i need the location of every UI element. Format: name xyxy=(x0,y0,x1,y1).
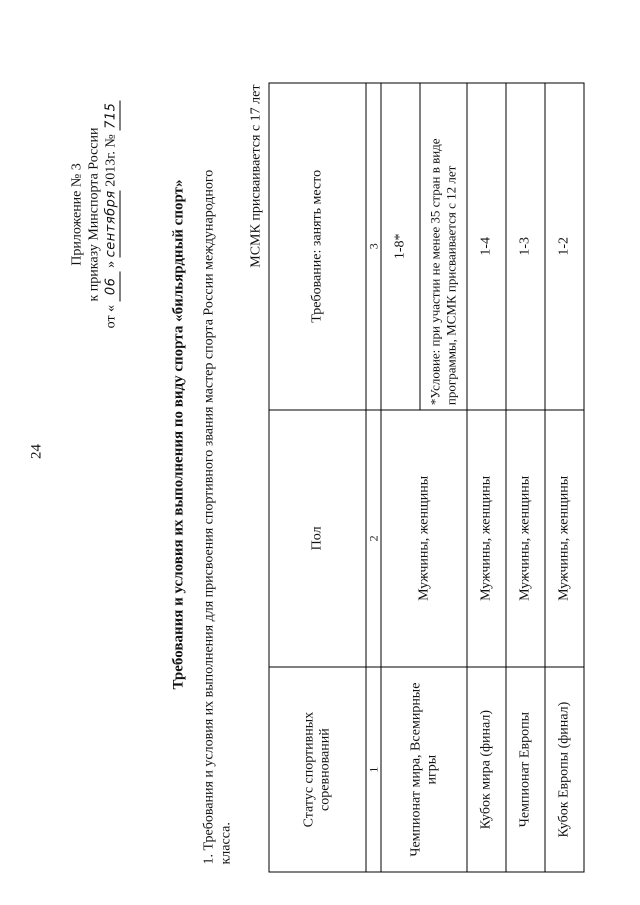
col-number: 2 xyxy=(366,410,381,668)
appendix-date-line xyxy=(103,85,121,345)
table-row xyxy=(506,83,545,872)
date-year: 2013г. № xyxy=(103,134,119,187)
cell-gender: Мужчины, женщины xyxy=(506,410,545,668)
page-number: 24 xyxy=(28,444,45,459)
date-day: 06 xyxy=(103,271,121,301)
table-row xyxy=(545,83,584,872)
cell-status: Чемпионат Европы xyxy=(506,667,545,872)
date-month: сентября xyxy=(103,190,119,258)
date-mid: » xyxy=(103,260,119,268)
cell-gender: Мужчины, женщины xyxy=(545,410,584,668)
table-row xyxy=(467,83,506,872)
cell-place: 1-8* xyxy=(381,83,420,410)
cell-gender: Мужчины, женщины xyxy=(381,410,467,668)
header-requirement: Требование: занять место xyxy=(269,83,366,410)
cell-condition: *Условие: при участии не менее 35 стран в виде программы, МСМК присваивается с 12 лет xyxy=(420,83,467,410)
cell-gender: Мужчины, женщины xyxy=(467,410,506,668)
table-number-row xyxy=(366,83,381,872)
header-gender: Пол xyxy=(269,410,366,668)
col-number: 1 xyxy=(366,667,381,872)
order-number: 715 xyxy=(103,102,119,129)
appendix-block xyxy=(69,85,121,345)
date-prefix: от « xyxy=(103,304,119,329)
cell-place: 1-4 xyxy=(467,83,506,410)
msmk-age-note: МСМК присваивается с 17 лет xyxy=(248,84,264,268)
requirements-table xyxy=(269,83,585,873)
appendix-title: Приложение № 3 xyxy=(69,163,85,266)
table-header-row xyxy=(269,83,366,872)
header-status: Статус спортивных соревнований xyxy=(269,667,366,872)
cell-status: Кубок мира (финал) xyxy=(467,667,506,872)
appendix-order-ref: к приказу Минспорта России xyxy=(86,127,102,302)
cell-status: Чемпионат мира, Всемирные игры xyxy=(381,667,467,872)
intro-paragraph: 1. Требования и условия их выполнения для присвоения спортивного звания мастер спорта России международного класса. xyxy=(201,169,234,865)
cell-status: Кубок Европы (финал) xyxy=(545,667,584,872)
rotated-document-page xyxy=(1,0,640,905)
col-number: 3 xyxy=(366,83,381,410)
cell-place: 1-3 xyxy=(506,83,545,410)
cell-place: 1-2 xyxy=(545,83,584,410)
table-row xyxy=(381,83,420,872)
document-heading: Требования и условия их выполнения по виду спорта «бильярдный спорт» xyxy=(170,179,187,690)
